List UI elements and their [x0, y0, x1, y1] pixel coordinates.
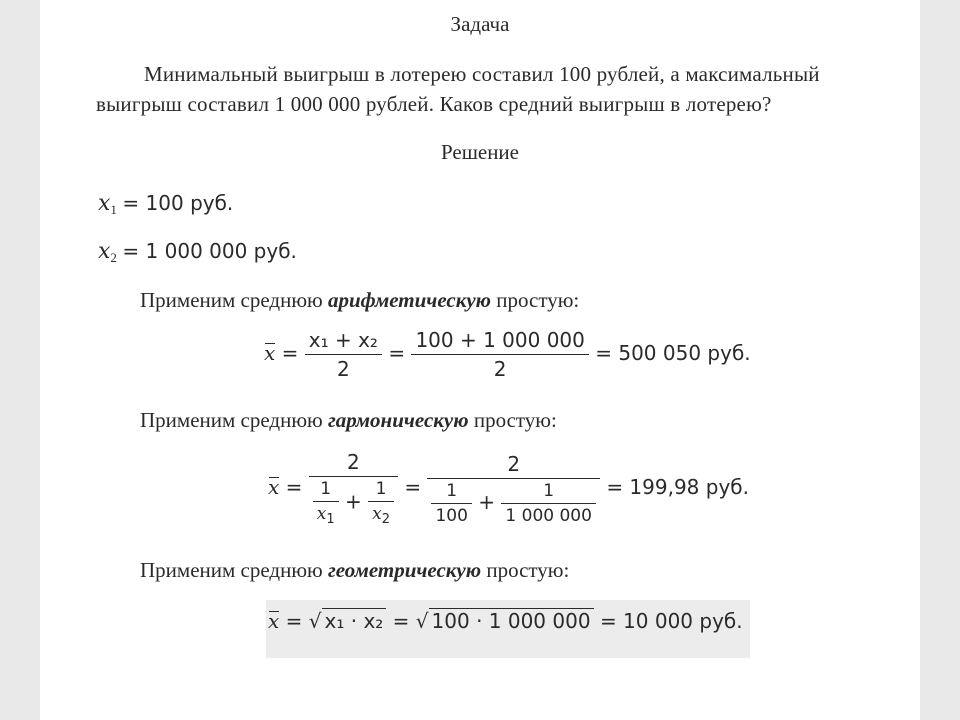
equals-sign: =: [281, 341, 299, 365]
harmonic-kind: гармоническую: [327, 408, 469, 432]
reciprocal-x2-denominator: [368, 502, 394, 527]
reciprocal-100-denominator: 100: [435, 505, 468, 526]
problem-line-1: Минимальный выигрыш в лотерею составил 100 рублей, а максимальный: [144, 62, 820, 86]
sqrt-sign: √: [308, 609, 322, 633]
arithmetic-result: = 500 050 руб.: [595, 341, 751, 365]
reciprocal-100-numerator: 1: [431, 481, 471, 504]
geometric-lead-before: Применим среднюю: [140, 558, 328, 582]
equals-sign: =: [388, 341, 406, 365]
given-x1: [98, 190, 233, 218]
reciprocal-x1: [313, 479, 339, 527]
x1-subscript: 1: [110, 202, 117, 217]
arithmetic-numerator-symbolic: x₁ + x₂: [305, 328, 382, 355]
reciprocal-100: [431, 481, 471, 526]
arithmetic-denominator-symbolic: 2: [336, 357, 350, 381]
arithmetic-fraction-symbolic: [305, 328, 382, 381]
plus-sign: +: [345, 489, 362, 514]
arithmetic-lead: [140, 288, 579, 313]
solution-heading: Решение: [440, 140, 519, 164]
harmonic-fraction-numeric: [427, 452, 599, 526]
harmonic-lead: [140, 408, 557, 433]
radicand-numeric: 100 · 1 000 000: [429, 608, 594, 633]
arithmetic-kind: арифметическую: [327, 288, 491, 312]
harmonic-result: = 199,98 руб.: [606, 475, 749, 499]
equals-sign: =: [392, 609, 410, 633]
document-page: [40, 0, 920, 720]
xbar-symbol: x: [264, 341, 276, 365]
x1-value: = 100 руб.: [122, 191, 234, 215]
harmonic-fraction-symbolic: [309, 450, 398, 527]
harmonic-denominator-numeric: [427, 479, 599, 526]
equals-sign: =: [285, 475, 303, 499]
x2-symbol: x: [372, 504, 382, 524]
reciprocal-1000000-denominator: 1 000 000: [505, 505, 592, 526]
radicand-symbolic: x₁ · x₂: [322, 608, 387, 633]
harmonic-numerator-numeric: 2: [427, 452, 599, 479]
equals-sign: =: [285, 609, 303, 633]
x1-symbol: x: [98, 191, 111, 216]
x2-value: = 1 000 000 руб.: [122, 239, 297, 263]
x2-symbol: x: [98, 239, 111, 264]
geometric-formula: [268, 608, 743, 633]
task-title: Задача: [450, 12, 510, 36]
geometric-lead: [140, 558, 569, 583]
arithmetic-formula: [264, 328, 751, 381]
arithmetic-lead-after: простую:: [491, 288, 580, 312]
harmonic-denominator-symbolic: [309, 477, 398, 527]
given-x2: [98, 238, 297, 266]
x1-subscript: 1: [326, 512, 335, 527]
reciprocal-x2: [368, 479, 394, 527]
x1-symbol: x: [316, 504, 327, 524]
plus-sign: +: [478, 489, 496, 514]
reciprocal-x1-denominator: [313, 502, 339, 527]
x2-subscript: 2: [381, 512, 390, 527]
arithmetic-denominator-numeric: 2: [493, 357, 507, 381]
arithmetic-numerator-numeric: 100 + 1 000 000: [411, 328, 588, 355]
reciprocal-x1-numerator: 1: [313, 479, 339, 502]
reciprocal-x2-numerator: 1: [368, 479, 394, 502]
harmonic-lead-after: простую:: [468, 408, 557, 432]
x2-subscript: 2: [110, 250, 117, 265]
xbar-symbol: x: [268, 475, 280, 499]
reciprocal-1000000: [501, 481, 596, 526]
geometric-result: = 10 000 руб.: [599, 609, 743, 633]
problem-line-2: выигрыш составил 1 000 000 рублей. Каков средний выигрыш в лотерею?: [96, 92, 772, 116]
geometric-kind: геометрическую: [327, 558, 482, 582]
arithmetic-fraction-numeric: [411, 328, 588, 381]
sqrt-sign: √: [415, 609, 429, 633]
harmonic-numerator-symbolic: 2: [309, 450, 398, 477]
harmonic-formula: [268, 450, 749, 527]
reciprocal-1000000-numerator: 1: [501, 481, 596, 504]
harmonic-lead-before: Применим среднюю: [140, 408, 328, 432]
xbar-symbol: x: [268, 609, 280, 633]
geometric-lead-after: простую:: [481, 558, 570, 582]
equals-sign: =: [404, 475, 422, 499]
arithmetic-lead-before: Применим среднюю: [140, 288, 328, 312]
